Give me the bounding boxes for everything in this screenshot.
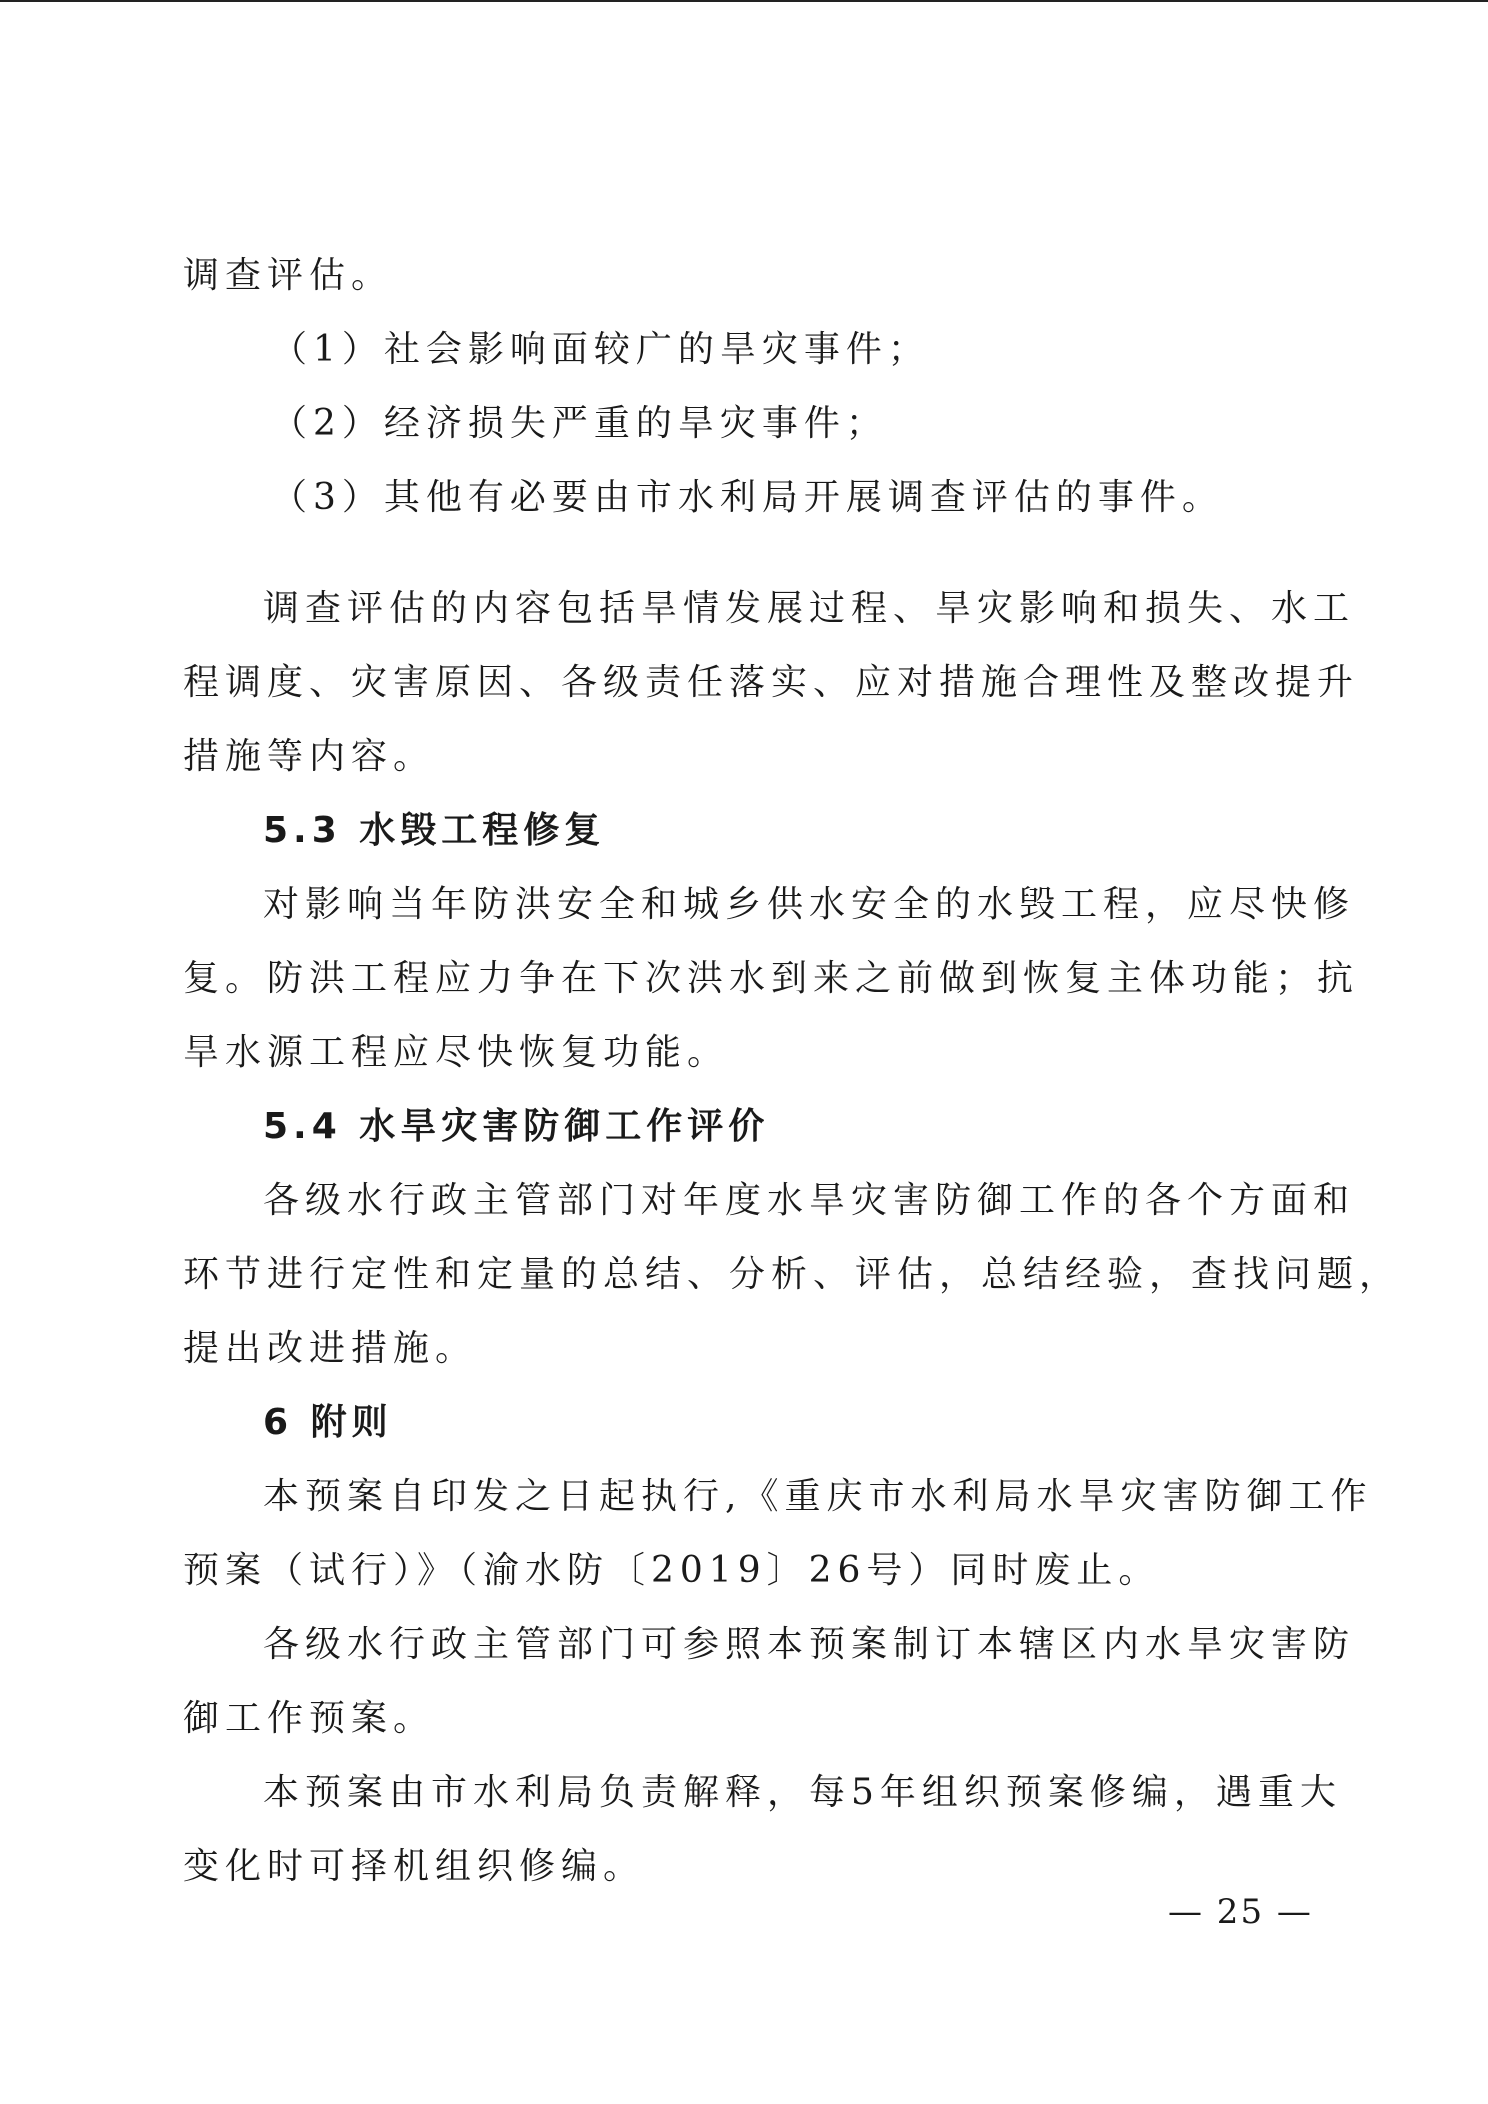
paragraph-line: 御工作预案。 — [183, 1698, 436, 1739]
paragraph-line: 预案（试行）》（渝水防〔2019〕26号）同时废止。 — [183, 1550, 1161, 1591]
paragraph-line: 各级水行政主管部门对年度水旱灾害防御工作的各个方面和 — [263, 1180, 1356, 1221]
paragraph-line: 复。防洪工程应力争在下次洪水到来之前做到恢复主体功能；抗 — [183, 958, 1360, 999]
list-item-1: （1）社会影响面较广的旱灾事件； — [271, 329, 930, 370]
page-top-border — [0, 0, 1488, 2]
paragraph-line: 程调度、灾害原因、各级责任落实、应对措施合理性及整改提升 — [183, 662, 1360, 703]
paragraph-line: 对影响当年防洪安全和城乡供水安全的水毁工程，应尽快修 — [263, 884, 1356, 925]
paragraph-line: 本预案由市水利局负责解释，每5年组织预案修编，遇重大 — [263, 1772, 1342, 1813]
paragraph-line: 措施等内容。 — [183, 736, 436, 777]
section-heading-6: 6 附则 — [263, 1402, 393, 1443]
list-item-2: （2）经济损失严重的旱灾事件； — [271, 403, 888, 444]
paragraph-line: 各级水行政主管部门可参照本预案制订本辖区内水旱灾害防 — [263, 1624, 1356, 1665]
section-heading-5-4: 5.4 水旱灾害防御工作评价 — [263, 1106, 770, 1147]
list-item-3: （3）其他有必要由市水利局开展调查评估的事件。 — [271, 477, 1224, 518]
page-number: — 25 — — [1168, 1892, 1313, 1932]
paragraph-line: 提出改进措施。 — [183, 1328, 478, 1369]
paragraph-line: 调查评估的内容包括旱情发展过程、旱灾影响和损失、水工 — [263, 588, 1356, 629]
section-heading-5-3: 5.3 水毁工程修复 — [263, 810, 606, 851]
paragraph-line: 环节进行定性和定量的总结、分析、评估，总结经验，查找问题， — [183, 1254, 1402, 1295]
paragraph-line: 本预案自印发之日起执行,《重庆市水利局水旱灾害防御工作 — [263, 1476, 1373, 1517]
paragraph-line: 旱水源工程应尽快恢复功能。 — [183, 1032, 730, 1073]
paragraph-line: 调查评估。 — [183, 255, 394, 296]
paragraph-line: 变化时可择机组织修编。 — [183, 1846, 646, 1887]
